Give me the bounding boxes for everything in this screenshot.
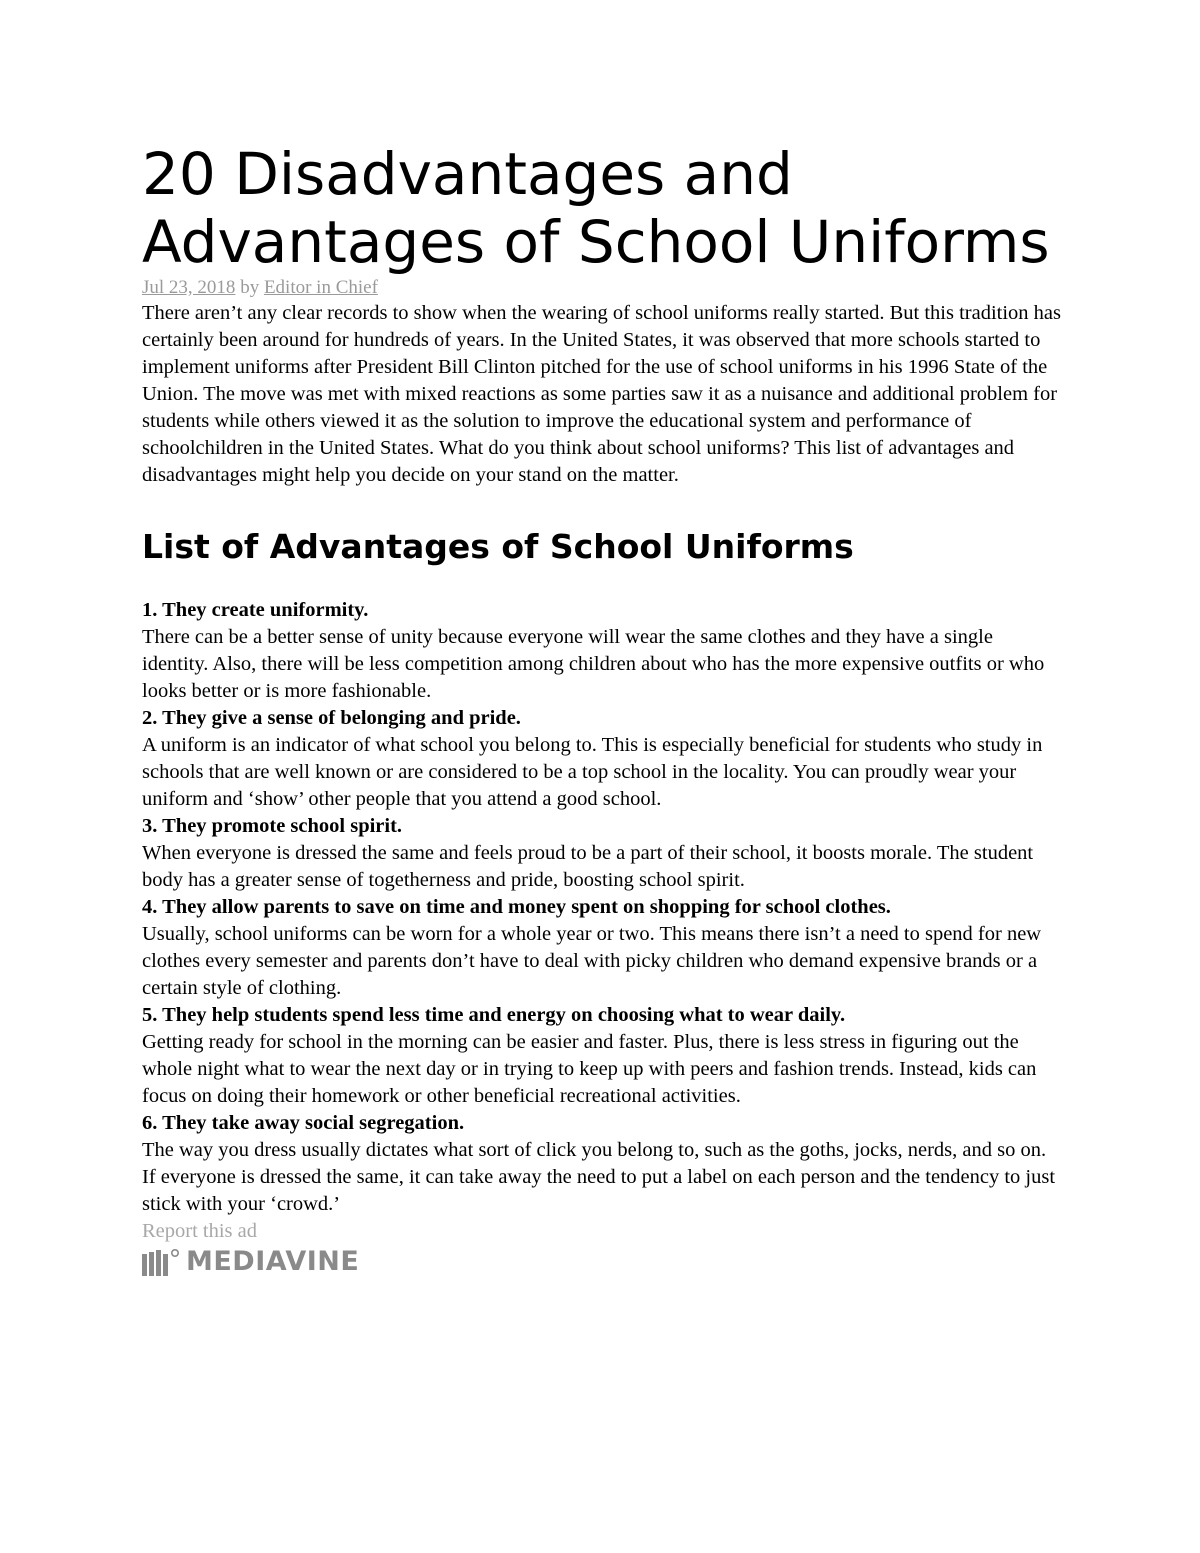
list-item-heading: 6. They take away social segregation. — [142, 1112, 465, 1134]
list-item — [142, 705, 1062, 813]
mediavine-logo[interactable] — [142, 1247, 1062, 1277]
advantages-heading: List of Advantages of School Uniforms — [142, 527, 854, 566]
list-item-text: There can be a better sense of unity because everyone will wear the same clothes and they have a single identity. Also, there will be less competition among children about who has the more expensive outfits or who looks better or is more fashionable. — [142, 626, 1045, 702]
list-item-text: When everyone is dressed the same and feels proud to be a part of their school, it boosts morale. The student body has a greater sense of togetherness and pride, boosting school spirit. — [142, 842, 1034, 891]
mediavine-logo-text: MEDIAVINE — [186, 1246, 360, 1277]
advantages-list — [142, 597, 1062, 1218]
list-item-heading: 2. They give a sense of belonging and pride. — [142, 707, 521, 729]
list-item — [142, 1002, 1062, 1110]
article-title: 20 Disadvantages and Advantages of School Uniforms — [142, 140, 1050, 276]
list-item — [142, 597, 1062, 705]
list-item-heading: 4. They allow parents to save on time and money spent on shopping for school clothes. — [142, 896, 891, 918]
list-item-heading: 5. They help students spend less time and energy on choosing what to wear daily. — [142, 1004, 846, 1026]
list-item-heading: 1. They create uniformity. — [142, 599, 369, 621]
list-item-text: Getting ready for school in the morning can be easier and faster. Plus, there is less stress in figuring out the whole night what to wear the next day or in trying to keep up with peers and fashion trends. Instead, kids can focus on doing their homework or other beneficial recreational activities. — [142, 1031, 1037, 1107]
list-item — [142, 894, 1062, 1002]
article-meta — [142, 276, 1062, 300]
article — [142, 140, 1062, 1277]
report-ad-link[interactable]: Report this ad — [142, 1220, 258, 1242]
list-item-text: A uniform is an indicator of what school you belong to. This is especially beneficial for students who study in schools that are well known or are considered to be a top school in the locality. You can proudly wear your uniform and ‘show’ other people that you attend a good school. — [142, 734, 1043, 810]
mediavine-mark-icon — [142, 1248, 182, 1276]
list-item — [142, 813, 1062, 894]
author-link[interactable]: Editor in Chief — [263, 277, 378, 298]
list-item-text: The way you dress usually dictates what sort of click you belong to, such as the goths, jocks, nerds, and so on. If everyone is dressed the same, it can take away the need to put a label on each person and the tendency to just stick with your ‘crowd.’ — [142, 1139, 1056, 1215]
list-item-heading: 3. They promote school spirit. — [142, 815, 403, 837]
article-intro: There aren’t any clear records to show when the wearing of school uniforms really started. But this tradition has certainly been around for hundreds of years. In the United States, it was observed that more schools started to implement uniforms after President Bill Clinton pitched for the use of school uniforms in his 1996 State of the Union. The move was met with mixed reactions as some parties saw it as a nuisance and additional problem for students while others viewed it as the solution to improve the educational system and performance of schoolchildren in the United States. What do you think about school uniforms? This list of advantages and disadvantages might help you decide on your stand on the matter. — [142, 302, 1061, 486]
byline-by: by — [240, 277, 260, 298]
list-item-text: Usually, school uniforms can be worn for a whole year or two. This means there isn’t a need to spend for new clothes every semester and parents don’t have to deal with picky children who demand expensive brands or a certain style of clothing. — [142, 923, 1042, 999]
list-item — [142, 1110, 1062, 1218]
article-date-link[interactable]: Jul 23, 2018 — [142, 277, 236, 298]
